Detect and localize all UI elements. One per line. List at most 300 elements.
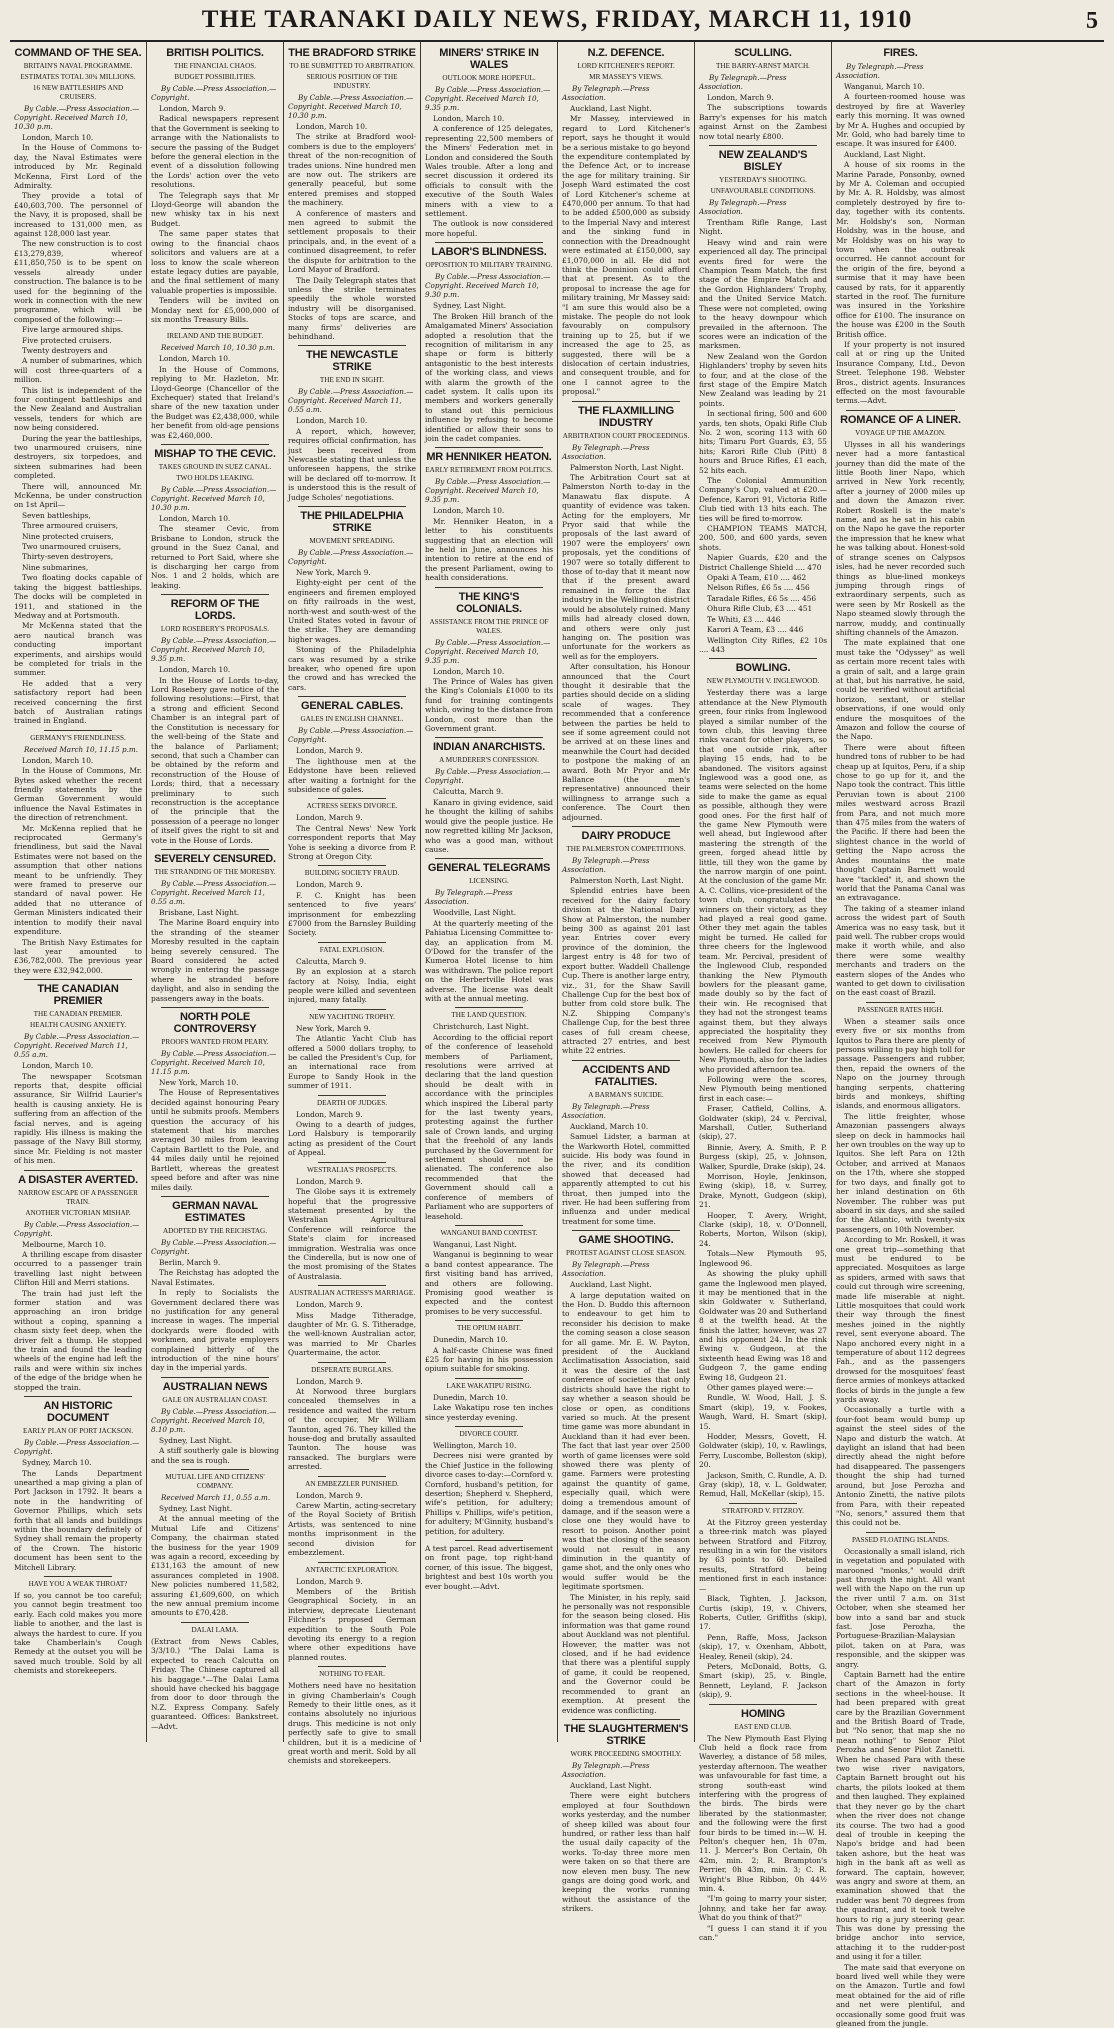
- article: [562, 47, 690, 397]
- article-paragraph: Berlin, March 9.: [159, 1257, 221, 1267]
- article-byline: By Cable.—Press Association.—Copyright. Received March 10, 9.30 p.m.: [425, 272, 551, 300]
- rule-divider: [44, 1576, 112, 1577]
- rule-divider: [161, 1196, 269, 1197]
- article-subhead: ASSISTANCE FROM THE PRINCE OF WALES.: [429, 617, 549, 635]
- article-headline: THE SLAUGHTERMEN'S STRIKE: [563, 1722, 689, 1747]
- article-paragraph: London, March 9.: [296, 1109, 363, 1119]
- rule-divider: [161, 1007, 269, 1008]
- article-paragraph: This list is independent of the four contingent battleships and the New Zealand and Australian vessels, tenders for which are now being considered.: [14, 385, 142, 433]
- article-paragraph: "I guess I can stand it if you can.": [699, 1923, 827, 1943]
- article-headline: DAIRY PRODUCE: [581, 830, 671, 843]
- article-paragraph: Auckland, Last Night.: [570, 1780, 652, 1790]
- rule-divider: [435, 242, 543, 243]
- article-byline: By Cable.—Press Association.—Copyright.: [14, 1219, 140, 1238]
- rule-divider: [181, 1622, 249, 1623]
- article-paragraph: Wellington, March 10.: [433, 1441, 517, 1450]
- article-paragraph: As showing the pluky uphill game the Inglewood men played, it may be mentioned that in the skin Goldwater v. Sutherland, Goldwater was 20 and Sutherland 8 at the twelfth head. At the finish the latter, however, was 27 and his opponent 24. In the rink Ewing v. Gudgeon, at the sixteenth head Ewing was 18 and Gudgeon 7, the game ending Ewing 18, Gudgeon 21.: [699, 1269, 828, 1382]
- article: [151, 328, 279, 440]
- article-paragraph: A report, which, however, requires official confirmation, has just been received from Newcastle stating that unless the unforeseen happens, the strike will be declared off to-morrow. It is understood this is the result of Judge Scholes' negotiations.: [288, 426, 416, 502]
- article-paragraph: If your property is not insured call at or ring up the United Insurance Company, Ltd., Devon Street. Telephone 198. Webster Bros., district agents. Insurances effected on the most favourable terms.—Advt.: [836, 339, 965, 406]
- article-paragraph: New York, March 9.: [296, 568, 371, 577]
- article-subhead: BUILDING SOCIETY FRAUD.: [304, 869, 400, 878]
- column: [421, 42, 558, 1742]
- article-paragraph: Sydney, Last Night.: [159, 1504, 233, 1513]
- article-paragraph: Mr. McKenna replied that he reciprocated Germany's friendliness, but said the Naval Estimates were not based on the assumption that other nations meant to be unfriendly. They were framed to preserve our standard of naval power. He added that no utterance of German Ministers indicated their intention to modify their naval expenditure.: [14, 823, 142, 937]
- article-paragraph: Auckland, March 10.: [570, 1121, 649, 1131]
- article-subhead: MOVEMENT SPREADING.: [309, 537, 395, 545]
- article-subhead: NOTHING TO FEAR.: [319, 1670, 385, 1679]
- article-headline: THE BRADFORD STRIKE: [288, 47, 416, 59]
- article: [836, 1532, 965, 2028]
- article-subhead: MR MASSEY'S VIEWS.: [589, 73, 663, 81]
- article-paragraph: Fraser, Catfield, Collins, A. Goldwater (skip), 24 v. Percival, Marshall, Cutler, Sutherland (skip), 27.: [699, 1104, 827, 1142]
- article-subhead: THE OPIUM HABIT.: [457, 1324, 521, 1333]
- article: [425, 858, 553, 1003]
- rule-divider: [318, 942, 386, 943]
- article-subhead: ANOTHER VICTORIAN MISHAP.: [25, 1208, 131, 1217]
- article: [425, 587, 553, 734]
- article-paragraph: Seven battleships,: [22, 510, 91, 520]
- article-paragraph: The newspaper Scotsman reports that, despite official assurance, Sir Wilfrid Laurier's health is causing anxiety. He is suffering from an affection of the facial nerves, and is ageing rapidly. His illness is making the passage of the Navy Bill stormy, since Mr. Fielding is not master of his men.: [14, 1071, 142, 1166]
- column: [284, 42, 421, 1766]
- article-paragraph: The strike at Bradford wool-combers is due to the employers' threat of the non-recognition of trades unions. Nine hundred men are now out. The strikers are generally peaceful, but some entered premises and stopped the machinery.: [288, 132, 416, 208]
- article: [425, 1225, 553, 1316]
- article-paragraph: Yesterday there was a large attendance at the New Plymouth green, four rinks from Inglewood played a similar number of the town club, this leaving three rinks vacant for other players, so that one outside rink, after playing 15 ends, had to be abandoned. The visitors against Inglewood was a good one, as teams were selected on the home side to make the game as equal as possible, although they were good ones. For the first half of the game New Plymouth were well ahead, but Inglewood after mastering the strength of the green, forged ahead little by little, till they won the game by the narrow margin of one point. At the conclusion of the game Mr. A. C. Collins, vice-president of the town club, congratulated the winners on their victory, as they had played a real good game. Other they met again the tables might be turned. He called for three cheers for the Inglewood team. Mr. Percival, president of the Inglewood Club, responded thanking the New Plymouth bowlers for the pleasant game, made doubly so by the fact of their win. He recognised that they had not the strongest teams against them, but they always appreciated the hospitality they received from New Plymouth bowlers. He called for cheers for New Plymouth, also for the ladies who provided afternoon tea.: [699, 688, 827, 1074]
- article: [288, 345, 416, 502]
- article-paragraph: Two floating docks capable of taking the biggest battleships. The docks will be completed in 1911, and stationed in the Medway and at Portsmouth.: [14, 573, 142, 620]
- article-paragraph: Melbourne, March 10.: [22, 1239, 107, 1249]
- article-subhead: NARROW ESCAPE OF A PASSENGER TRAIN.: [18, 1188, 138, 1206]
- article-paragraph: Hodder, Messrs, Govett, H. Goldwater (skip), 10, v. Rawlings, Ferry, Luscombe, Bolleston (skip), 20.: [699, 1432, 827, 1470]
- article-paragraph: Five large armoured ships.: [22, 325, 124, 335]
- article-paragraph: Jackson, Smith, C. Rundle, A. D. Gray (skip), 18, v. L. Goldwater, Remud, Hall, McKellar (skip), 15.: [699, 1470, 827, 1499]
- article: [699, 658, 827, 1499]
- article-paragraph: Sydney, Last Night.: [433, 301, 507, 311]
- article-subhead: FATAL EXPLOSION.: [319, 945, 385, 954]
- article-subhead: EARLY PLAN OF PORT JACKSON.: [22, 1427, 134, 1436]
- article-paragraph: Miss Madge Titheradge, daughter of Mr. G. S. Titheradge, the well-known Australian actor, was married to Mr Charles Quartermaine, the actor.: [288, 1310, 416, 1358]
- article-paragraph: Lake Wakatipu rose ten inches since yesterday evening.: [425, 1403, 553, 1422]
- article-paragraph: Stoning of the Philadelphia cars was resumed by a strike breaker, who opened fire upon the crowd and has wrecked the cars.: [288, 645, 416, 692]
- article-paragraph: London, March 10.: [433, 666, 505, 676]
- article-headline: MINERS' STRIKE IN WALES: [439, 47, 539, 71]
- article-subhead: THE BARRY-ARNST MATCH.: [716, 62, 810, 70]
- article-byline: By Cable.—Press Association.—Copyright. Received March 11, 0.55 a.m.: [14, 1032, 140, 1060]
- article-paragraph: Penn, Raffe, Moss, Jackson (skip), 17, v. Oxenham, Abbott, Healey, Reneil (skip), 24.: [699, 1632, 827, 1661]
- article-headline: A DISASTER AVERTED.: [18, 1173, 138, 1186]
- rule-divider: [709, 145, 817, 146]
- article-paragraph: The Arbitration Court sat at Palmerston North to-day in the Manawatu flax dispute. A quantity of evidence was taken. Acting for the employers, Mr Pryor said that while the proposals of the last award of 1907 were the employers' own proposals, yet the conditions of 1907 were so totally different to those of to-day that it meant now that if the present award remained in force the flax industry in the Wellington district would be absolutely ruined. Many mills had already closed down, and others were only just hanging on. The position was unfortunate for the workers as well as for the employers.: [562, 473, 690, 661]
- article-paragraph: A number of submarines, which will cost three-quarters of a million.: [14, 356, 142, 385]
- article-subhead: TO BE SUBMITTED TO ARBITRATION.: [289, 62, 415, 70]
- article-headline: GERMAN NAVAL ESTIMATES: [172, 1199, 258, 1224]
- article: [14, 47, 142, 726]
- article-byline: By Telegraph.—Press Association.: [562, 1760, 650, 1779]
- rule-divider: [455, 1378, 523, 1379]
- article: [562, 1719, 690, 1914]
- article-paragraph: New York, March 9.: [296, 1023, 371, 1033]
- article-paragraph: Three armoured cruisers,: [22, 521, 119, 531]
- article-headline: AN HISTORIC DOCUMENT: [43, 1400, 113, 1425]
- article-subhead: LAKE WAKATIPU RISING.: [446, 1381, 532, 1390]
- article-paragraph: The Lands Department unearthed a map giving a plan of Port Jackson in 1792. It bears a note in the handwriting of Governor Phillips, which sets forth that all lands and buildings within the boundary definitely of Sydney shall remain the property of the Crown. The historic document has been sent to the Mitchell Library.: [14, 1468, 142, 1572]
- article-paragraph: Palmerston North, Last Night.: [570, 462, 684, 472]
- article-headline: SEVERELY CENSURED.: [154, 852, 276, 865]
- article-byline: By Cable.—Press Association.—Copyright. Received March 11, 0.55 a.m.: [288, 387, 414, 415]
- article-paragraph: Splendid entries have been received for the dairy factory division at the National Dairy Show at Palmerston, the number being 300 as against 201 last year. Entries cover every province of the dominion, the largest entry is 48 for two of export butter. Waddell Challenge Cup. There is another large entry, viz., 31, for the Shaw Savill Challenge Cup for the best box of butter from cold store bulk. The N.Z. Shipping Company's Challenge Cup, for the best three cases of full cream cheese, attracted 27 entries, and best white 22 entries.: [562, 886, 690, 1056]
- rule-divider: [318, 1095, 386, 1096]
- article-paragraph: Carew Martin, acting-secretary of the Royal Society of British Artists, was sentenced to nine months imprisonment in the second division for embezzlement.: [288, 1501, 416, 1558]
- article-paragraph: Twenty destroyers and: [22, 345, 108, 355]
- article: [151, 444, 279, 590]
- article: [699, 1704, 827, 1943]
- article-paragraph: CHAMPION TEAMS MATCH, 200, 500, and 600 yards, seven shots.: [699, 524, 827, 552]
- article-paragraph: Morrison, Hoyle, Jenkinson, Ewing (skip), 18, v. Surrey, Drake, Mynott, Gudgeon (skip), 21.: [699, 1172, 827, 1210]
- article: [288, 865, 416, 937]
- rule-divider: [866, 1002, 935, 1003]
- article: [562, 1230, 690, 1715]
- article-paragraph: At the quarterly meeting of the Pahiatua Licensing Committee to-day, an application from M. O'Dowd for the transfer of the Kumeroa Hotel license to him was withdrawn. The police report on the Herbertville Hotel was adverse. The license was dealt with at the annual meeting.: [425, 918, 553, 1003]
- article-subhead: TWO HOLDS LEAKING.: [176, 474, 254, 482]
- article: [425, 447, 553, 582]
- article: [151, 1007, 279, 1192]
- article-paragraph: A conference of 125 delegates, representing 22,500 members of the Miners' Federation met in London and considered the South Wales trouble. After a long and secret discussion it ordered its officials to consult with the executive of the South Wales miners with a view to a settlement.: [425, 124, 553, 219]
- article-subhead: SERIOUS POSITION OF THE INDUSTRY.: [306, 73, 398, 90]
- article-headline: N.Z. DEFENCE.: [587, 47, 665, 59]
- article-paragraph: Calcutta, March 9.: [296, 956, 367, 966]
- article-paragraph: Thirty-seven destroyers,: [22, 552, 114, 562]
- article-subhead: NEW YACHTING TROPHY.: [309, 1012, 395, 1021]
- article-subhead: WANGANUI BAND CONTEST.: [440, 1228, 538, 1237]
- article-paragraph: In the House of Commons to-day, the Naval Estimates were introduced by Mr. Reginald McKenna, First Lord of the Admiralty.: [14, 143, 142, 191]
- article-paragraph: Palmerston North, Last Night.: [570, 876, 684, 886]
- article: [151, 1469, 279, 1618]
- article-paragraph: Two unarmoured cruisers,: [22, 542, 122, 552]
- article-paragraph: Dunedin, March 10.: [433, 1392, 508, 1402]
- rule-divider: [318, 798, 386, 799]
- article: [288, 1476, 416, 1558]
- article: [288, 1009, 416, 1091]
- article: [288, 1162, 416, 1281]
- article: [425, 242, 553, 443]
- article-subhead: GERMANY'S FRIENDLINESS.: [30, 733, 126, 742]
- article: [836, 1002, 965, 1528]
- rule-divider: [161, 1377, 269, 1378]
- article-subhead: YESTERDAY'S SHOOTING.: [719, 176, 807, 185]
- article-subhead: PROOFS WANTED FROM PEARY.: [161, 1038, 269, 1047]
- article-paragraph: Members of the British Geographical Society, in an interview, deprecate Lieutenant Filchner's proposed German expedition to the South Pole devoting its energy to a region where other expeditions have planned routes.: [288, 1586, 416, 1662]
- article-paragraph: Christchurch, Last Night.: [433, 1022, 529, 1032]
- article-subhead: PASSED FLOATING ISLANDS.: [852, 1535, 949, 1544]
- article-paragraph: Mr McKenna stated that the aero nautical branch was conducting important experiments, and airships would be completed for trials in the summer.: [14, 621, 142, 678]
- page-number: 5: [1086, 8, 1098, 34]
- article-paragraph: When a steamer sails once every five or six months from Iquitos to Para there are plenty of persons willing to pay high toll for passage. Passengers and rubber, then, repaid the owners of the Napo on the journey through hanging serpents, chattering birds and monkeys, shifting islands, and enormous alligators.: [836, 1016, 966, 1111]
- article-paragraph: Kanaro in giving evidence, said he thought the killing of sahibs would give the people justice. He now regretted killing Mr Jackson, who was a good man, without cause.: [425, 797, 553, 854]
- article-paragraph: The Colonial Ammunition Company's Cup, valued at £20.—Defence, Karori 91, Victoria Rifle Club tied with 13 hits each. The ties will be fired to-morrow.: [699, 476, 827, 523]
- rule-divider: [318, 865, 386, 866]
- article-paragraph: Mr. Henniker Heaton, in a letter to his constituents suggesting that an election will be held in June, announces his intention to retire at the end of the present Parliament, owing to health considerations.: [425, 516, 553, 583]
- article-paragraph: There will, announced Mr. McKenna, be under construction on 1st April—: [14, 481, 142, 510]
- article-paragraph: In reply to Socialists the Government declared there was no justification for any general increase in wages. The imperial dockyards were flooded with workmen, and private employers complained bitterly of the introduction of the nine hours' day in the imperial yards.: [151, 1288, 279, 1373]
- rule-divider: [298, 345, 406, 346]
- article-paragraph: Nine protected cruisers,: [22, 531, 114, 541]
- article-paragraph: Karori A Team, £3 .... 446: [707, 625, 804, 635]
- article: [425, 1320, 553, 1374]
- article-paragraph: The little freighter, whose Amazonian passengers always sleep on deck in hammocks hail her own troubles on the way up to Iquitos. She left Para on 12th October, and arrived at Manaos on the 17th, where she stopped for two days, and finally got to her inland destination on 6th November. The rubber was put aboard in six days, and she sailed for the Atlantic, with twenty-six passengers, on 10th November.: [836, 1111, 965, 1234]
- article-paragraph: The new construction is to cost £13,279,839, whereof £11,850,750 is to be spent on vessels already under construction. The balance is to be used for the beginning of the work in connection with the new programme, which will be composed of the following:—: [14, 239, 142, 324]
- article-paragraph: London, March 9.: [296, 813, 363, 823]
- column: [695, 42, 832, 1943]
- article-paragraph: Opaki A Team, £10 .... 462: [707, 573, 807, 583]
- article-byline: By Cable.—Press Association.—Copyright.: [151, 84, 277, 102]
- article: [425, 1378, 553, 1422]
- article-paragraph: Mothers need have no hesitation in giving Chamberlain's Cough Remedy to their little ones, as it contains absolutely no injurious drugs. This medicine is not only perfectly safe to give to small children, but it is a medicine of great worth and merit. Sold by all chemists and storekeepers.: [288, 1681, 416, 1766]
- article-paragraph: In the House of Lords to-day, Lord Rosebery gave notice of the following resolutions:—First, that a strong and efficient Second Chamber is an integral part of the Constitution is necessary for the well-being of the State and the balance of Parliament; second, that such a Chamber can be obtained by the reform and reconstruction of the House of Lords; third, that a necessary preliminary to such reconstruction is the acceptance of the principle that the possession of a peerage no longer of itself gives the right to sit and vote in the House of Lords.: [151, 675, 279, 845]
- article-paragraph: London, March 9.: [296, 1490, 363, 1500]
- article-paragraph: Taradale Rifles, £6 5s .... 456: [707, 593, 817, 603]
- article-byline: By Cable.—Press Association.—Copyright. Received March 10, 9.35 p.m.: [425, 477, 551, 505]
- article-paragraph: Captain Barnett had the entire chart of the Amazon in forty sections in the wheel-house. It had been prepared with great care by the Brazilian Government and the British Board of Trade, but "No senor, that map she no mean nothing" to Senor Pilot Perozha and Senor Pilot Zanetti. When he chased Para with these two wise river navigators, Captain Barnett brought out his charts, the pilots looked at them and then laughed. They explained that they never go by the chart when the river does not change its course. The two had a good deal of trouble in keeping the Napo's bridge and had been taken ashore, but the heat was high in the bank aft as well as forward. The captain, however, was angry and swore at them, an examination showed that the rudder was bent 70 degrees from the quadrant, and it took twelve hours to rig a jury steering gear. This was done by pressing the bridge anchor into service, attaching it to the rudder-post and using it for a tiller.: [836, 1670, 965, 1962]
- article-paragraph: At the Fitzroy green yesterday a three-rink match was played between Stratford and Fitzroy, resulting in a win for the visitors by 63 points to 60. Detailed results, Stratford being mentioned first in each instance:—: [699, 1517, 827, 1593]
- article-byline: By Telegraph.—Press Association.: [425, 888, 513, 907]
- article-subhead: THE LAND QUESTION.: [451, 1011, 527, 1020]
- article-paragraph: Rundle, W. Wood, Hall, J. S. Smart (skip), 19, v. Fookes, Waugh, Ward, H. Smart (skip), 15.: [699, 1393, 827, 1431]
- article-subhead: EARLY RETIREMENT FROM POLITICS.: [425, 466, 553, 475]
- rule-divider: [455, 1225, 523, 1226]
- rule-divider: [435, 737, 543, 738]
- article-byline: By Cable.—Press Association.—Copyright. Received March 10, 10.30 p.m.: [288, 93, 414, 120]
- article-paragraph: New Zealand won the Gordon Highlanders' trophy by seven hits to four, and at the close of the first stage of the Empire Match New Zealand was leading by 21 points.: [699, 351, 827, 408]
- article-headline: GENERAL CABLES.: [301, 700, 403, 713]
- article-paragraph: London, March 10.: [159, 354, 231, 364]
- article-paragraph: The Atlantic Yacht Club has offered a 5000 dollars trophy, to be called the President's Cup, for an international race from Europe to Sandy Hook in the summer of 1911.: [288, 1034, 416, 1091]
- article-paragraph: Auckland, Last Night.: [844, 149, 926, 159]
- article-headline: REFORM OF THE LORDS.: [170, 598, 260, 623]
- advertisement: [288, 1666, 416, 1766]
- article-paragraph: Samuel Lidster, a barman at the Warkworth Hotel, committed suicide. His body was found in the river, and its condition showed that deceased had apparently attempted to cut his throat, then jumped into the river. He had been suffering from influenza and under medical treatment for some time.: [562, 1132, 690, 1226]
- article-subhead: DEARTH OF JUDGES.: [316, 1098, 388, 1107]
- rule-divider: [44, 730, 112, 731]
- rule-divider: [572, 1230, 680, 1231]
- article-paragraph: The Prince of Wales has given the King's Colonials £1000 to its fund for training contingents which, owing to the distance from London, cost more than the Government grant.: [425, 677, 553, 734]
- article: [14, 979, 142, 1165]
- article-paragraph: Auckland, Last Night.: [570, 1280, 652, 1290]
- article: [14, 730, 142, 975]
- article-subhead: PASSENGER RATES HIGH.: [857, 1005, 944, 1014]
- article-headline: BRITISH POLITICS.: [166, 47, 264, 59]
- article-paragraph: The Reichstag has adopted the Naval Estimates.: [151, 1268, 279, 1287]
- article-paragraph: Eighty-eight per cent of the engineers and firemen employed on fifty railroads in the west, north-west and south-west of the United States voted in favour of the strike. They are demanding higher wages.: [288, 578, 416, 644]
- rule-divider: [181, 328, 249, 329]
- article-paragraph: The British Navy Estimates for last year amounted to £36,782,000. The previous year they were £32,942,000.: [14, 937, 142, 975]
- article-paragraph: A conference of masters and men agreed to submit the settlement proposals to their principals, and, in the event of a continued disagreement, to refer the dispute for arbitration to the Lord Mayor of Bradford.: [288, 208, 416, 275]
- article-paragraph: The Broken Hill branch of the Amalgamated Miners' Association adopted a resolution that the recognition of militarism in any shape or form is bitterly antagonistic to the best interests of the working class, and views with alarm the growth of the cadet system. It calls upon its members and workers generally to stand out this pernicious influence by refusing to become identified or allow their sons to join the cadet companies.: [425, 311, 553, 443]
- rule-divider: [24, 1396, 132, 1397]
- rule-divider: [435, 858, 543, 859]
- article-paragraph: According to Mr. Roskell, it was one great trip—something that must be endured to be appreciated. Mosquitoes as large as spiders, armed with saws that could cut through wire screening, made life miserable at night. Little mosquitoes that could work their way through the finest meshes joined in the nightly revel, sent everyone aboard. The Napo anchored every night in a temperature of about 112 degrees Fah., and as the passengers drowsed for the mosquitoes' feast fierce armies of monkeys attacked flocks of birds in the jungle a few yards away.: [836, 1235, 965, 1405]
- rule-divider: [161, 849, 269, 850]
- article-paragraph: London, March 9.: [707, 93, 774, 102]
- rule-divider: [572, 1060, 680, 1061]
- rule-divider: [435, 447, 543, 448]
- article-paragraph: The mate explained that one must take the "Odyssey" as well as certain more recent tales with a grain of salt, and a large grain at that, but his narrative, he said, could be verified without artificial horizon, sextant, or stellar observations, if one would only endure the mosquitoes of the Amazon and follow the course of the Napo.: [836, 638, 965, 742]
- rule-divider: [298, 696, 406, 697]
- rule-divider: [318, 1162, 386, 1163]
- rule-divider: [318, 1476, 386, 1477]
- columns-container: [10, 42, 1104, 2028]
- article-paragraph: London, March 9.: [296, 1576, 363, 1586]
- article-subhead: A BARMAN'S SUICIDE.: [588, 1090, 664, 1099]
- article-subhead: HAVE YOU A WEAK THROAT?: [28, 1579, 128, 1588]
- article-paragraph: A half-caste Chinese was fined £25 for having in his possession opium suitable for smoking.: [425, 1345, 553, 1374]
- article-subhead: HEALTH CAUSING ANXIETY.: [29, 1021, 127, 1030]
- article-paragraph: New York, March 10.: [159, 1078, 239, 1088]
- article: [14, 1396, 142, 1572]
- rule-divider: [318, 1666, 386, 1667]
- article-subhead: THE FINANCIAL CHAOS.: [173, 62, 257, 70]
- article-byline: By Cable.—Press Association.—Copyright.: [151, 1237, 277, 1256]
- article-paragraph: According to the official report of the conference of leasehold members of Parliament, resolutions were arrived at declaring that the land question should be dealt with in accordance with the principles which inspired the Liberal party for the last twenty years, protesting against the further sale of Crown lands, and urging that the freehold of any lands purchased by the Government for settlement should not be alienated. The conference also recommended that the Government should call a conference of members of Parliament who are supporters of leasehold.: [425, 1032, 553, 1221]
- article-paragraph: Calcutta, March 9.: [433, 787, 504, 797]
- rule-divider: [455, 1320, 523, 1321]
- article-subhead: LORD KITCHENER'S REPORT.: [577, 62, 675, 70]
- article: [288, 696, 416, 794]
- article-paragraph: London, March 9.: [296, 1176, 363, 1186]
- article: [151, 1196, 279, 1373]
- advertisement: [14, 1576, 142, 1676]
- article-paragraph: Following were the scores, New Plymouth being mentioned first in each case:—: [699, 1074, 827, 1103]
- article-headline: ACCIDENTS AND FATALITIES.: [581, 1063, 671, 1088]
- article-headline: GAME SHOOTING.: [578, 1234, 674, 1247]
- article: [699, 145, 827, 654]
- article: [562, 1060, 690, 1226]
- article-paragraph: Woodville, Last Night.: [433, 908, 517, 918]
- article-paragraph: A thrilling escape from disaster occurred to a passenger train travelling last night between Clifton Hill and Merri stations.: [14, 1250, 142, 1288]
- article-subhead: BRITAIN'S NAVAL PROGRAMME.: [23, 62, 133, 70]
- rule-divider: [455, 1540, 523, 1541]
- article-byline: By Cable.—Press Association.—Copyright.: [14, 1438, 140, 1457]
- article-headline: ROMANCE OF A LINER.: [840, 413, 961, 426]
- article-paragraph: Wanganui, March 10.: [844, 82, 925, 91]
- article-paragraph: The subscriptions towards Barry's expenses for his match against Arnst on the Zambesi now total nearly £800.: [699, 103, 827, 141]
- article-paragraph: There were eight butchers employed at four Southdown works yesterday, and the number of sheep killed was about four hundred, or rather less than half the usual daily capacity of the works. To-day three more men were taken on so that there are now eleven men busy. The new gangs are doing good work, and keeping the works running without the assistance of the strikers.: [562, 1791, 690, 1914]
- article-paragraph: They provide a total of £40,603,700. The personnel of the Navy, it is proposed, shall be increased to 131,000 men, as against 128,000 last year.: [14, 191, 142, 239]
- column: [832, 42, 969, 2028]
- article: [288, 1285, 416, 1357]
- article: [288, 798, 416, 861]
- article-paragraph: The Marine Board enquiry into the stranding of the steamer Moresby resulted in the captain being severely censured. The Board considered he acted wrongly in entering the passage where he stranded before daylight, and also in sending the passengers away in the boats.: [151, 918, 279, 1003]
- column: [558, 42, 695, 1914]
- article-paragraph: The Telegraph says that Mr Lloyd-George will abandon the new whisky tax in his next Budget.: [151, 190, 279, 228]
- article-paragraph: At Norwood three burglars concealed themselves in a residence and waited the return of the occupier, Mr William Taunton, aged 76. They killed the house-dog and brutally assaulted Taunton. The house was ransacked. The burglars were arrested.: [288, 1387, 416, 1472]
- article-paragraph: The steamer Cevic, from Brisbane to London, struck the ground in the Suez Canal, and returned to Port Said, where she is discharging her cargo from Nos. 1 and 2 holds, which are leaking.: [151, 524, 279, 590]
- rule-divider: [318, 1009, 386, 1010]
- article-paragraph: In sectional firing, 500 and 600 yards, ten shots, Opaki Rifle Club No. 2 won, scoring 113 with 60 hits; Timaru Port Guards, £3, 55 hits; Karori Rifle Club (Pitt) 8 hours and Bruce Rifles, £1 each, 52 hits each.: [699, 409, 827, 475]
- article-paragraph: London, March 10.: [433, 506, 505, 516]
- article: [562, 401, 690, 822]
- article-subhead: THE CANADIAN PREMIER.: [33, 1010, 123, 1019]
- rule-divider: [572, 826, 680, 827]
- article-subhead: OPPOSITION TO MILITARY TRAINING.: [425, 261, 553, 270]
- article-paragraph: The New Plymouth East Flying Club held a flock race from Waverley, a distance of 58 miles, yesterday afternoon. The weather was unfavourable for fast time, a strong south-east wind interfering with the progress of the birds. The birds were liberated by the stationmaster, and the following were the first four birds to be timed in:—W. H. Pelton's chequer hen, 1h 07m, 11. J. Mercer's Bon Certain, 0h 42m, min. 2; R. Brampton's Perrier, 0h 43m, min. 3; C. R. Wright's Blue Ribbon, 0h 44½ min. 4.: [699, 1733, 827, 1894]
- article-headline: INDIAN ANARCHISTS.: [432, 741, 546, 754]
- article-headline: MISHAP TO THE CEVIC.: [154, 448, 276, 460]
- article: [151, 594, 279, 845]
- article: [425, 737, 553, 854]
- article-paragraph: F. C. Knight has been sentenced to five years' imprisonment for embezzling £7000 from the Barnsley Building Society.: [288, 890, 416, 938]
- rule-divider: [161, 594, 269, 595]
- article-headline: THE KING'S COLONIALS.: [456, 590, 522, 615]
- article-byline: By Cable.—Press Association.—Copyright. Received March 10, 11.15 p.m.: [151, 1049, 277, 1077]
- article-paragraph: London, March 10.: [296, 122, 368, 131]
- article-paragraph: Five protected cruisers.: [22, 335, 112, 345]
- column: [147, 42, 284, 1742]
- article: [425, 1426, 553, 1536]
- rule-divider: [846, 410, 955, 411]
- article-paragraph: Auckland, Last Night.: [570, 104, 652, 113]
- article-paragraph: The outlook is now considered more hopeful.: [425, 219, 553, 238]
- article-byline: By Cable.—Press Association.—Copyright.: [288, 548, 414, 566]
- article-paragraph: Ohura Rifle Club, £3 .... 451: [707, 604, 813, 614]
- article-paragraph: "I'm going to marry your sister, Johnny, and take her far away. What do you think of that?": [699, 1894, 827, 1923]
- rule-divider: [298, 506, 406, 507]
- article-byline: By Cable.—Press Association.—Copyright. Received March 10, 9.35 p.m.: [151, 636, 277, 664]
- advertisement: [425, 1540, 553, 1591]
- article-paragraph: Wellington City Rifles, £2 10s .... 443: [699, 635, 827, 654]
- article-byline: By Telegraph.—Press Association.: [562, 84, 650, 102]
- article-paragraph: Radical newspapers represent that the Government is seeking to arrange with the Nationalists to secure the passing of the Budget before the general election in the event of a dissolution following the Lords' action over the veto resolutions.: [151, 114, 279, 190]
- article-subhead: WESTRALIA'S PROSPECTS.: [307, 1165, 397, 1174]
- article-paragraph: London, March 9.: [296, 1300, 363, 1310]
- article-subhead: GALES IN ENGLISH CHANNEL.: [300, 715, 404, 724]
- article-paragraph: Occasionally a turtle with a four-foot beam would bump up against the steel sides of the Napo and disturb the watch. At daylight an island that had been directly ahead the night before had disappeared. The passengers thought the ship had turned around, but Jose Perozha and Antonio Zinetti, the native pilots from Para, with their repeated "No, senors," assured them that this could not be.: [836, 1405, 965, 1528]
- article-paragraph: Occasionally a small island, rich in vegetation and populated with marooned "monks," would drift past through the night. All want well with the Napo on the run up the river until 7 a.m. on 31st October, when she steamed her bow into a sand bar and stuck fast. Jose Perozha, the Portuguese-Brazilian-Malaysian pilot, taken on at Para, was responsible, and the skipper was angry.: [836, 1546, 965, 1669]
- article-paragraph: Nelson Rifles, £6 5s .... 456: [707, 583, 810, 593]
- article-paragraph: A fourteen-roomed house was destroyed by fire at Waverley early this morning. It was owned by Mr A. Hughes and occupied by Mr. Gold, who had barely time to escape. It was insured for £400.: [836, 92, 965, 149]
- article: [562, 826, 690, 1056]
- article-paragraph: The lighthouse men at the Eddystone have been relieved after waiting a fortnight for the subsidence of gales.: [288, 756, 416, 794]
- article-subhead: ARBITRATION COURT PROCEEDINGS.: [562, 431, 690, 440]
- article-paragraph: By an explosion at a starch factory at Noisy, India, eight people were killed and seventeen injured, many fatally.: [288, 967, 416, 1005]
- rule-divider: [435, 587, 543, 588]
- rule-divider: [455, 1007, 523, 1008]
- rule-divider: [572, 1719, 680, 1720]
- article-subhead: VOYAGE UP THE AMAZON.: [855, 428, 946, 437]
- article-paragraph: A test parcel. Read advertisement on front page, top right-hand corner, of this issue. The biggest, brightest and best 10s worth you ever bought.—Advt.: [425, 1544, 553, 1591]
- article-subhead: UNFAVOURABLE CONDITIONS.: [710, 187, 816, 196]
- article-paragraph: A house of six rooms in the Marine Parade, Ponsonby, owned by Mr A. Coleman and occupied by Mr. A. R. Holdsby, was almost completely destroyed by fire to-day, together with its contents. Mr. Holdsby's son, Norman Holdsby, was in the house, and Mr Holdsby was on his way to town when the outbreak occurred. He cannot account for the origin of the fire, beyond a surmise that it may have been caused by rats, for it apparently started in the roof. The furniture was insured in the Yorkshire office for £100. The insurance on the house was £200 in the South British office.: [836, 160, 965, 339]
- article-paragraph: Decrees nisi were granted by the Chief Justice in the following divorce cases to-day:—Cornford v. Cornford, husband's petition, for desertion; Shepherd v. Shepherd, wife's petition, for adultery; Phillips v. Phillips, wife's petition, for adultery; M'Ginnity, husband's petition, for adultery.: [425, 1451, 553, 1536]
- article-paragraph: Tenders will be invited on Monday next for £5,000,000 of six months Treasury Bills.: [151, 296, 279, 324]
- rule-divider: [181, 1469, 249, 1470]
- article-paragraph: He added that a very satisfactory report had been received concerning the first batch of Australian ratings trained in England.: [14, 678, 142, 726]
- rule-divider: [318, 1285, 386, 1286]
- article-subhead: WORK PROCEEDING SMOOTHLY.: [570, 1749, 682, 1758]
- rule-divider: [318, 1362, 386, 1363]
- article-headline: THE FLAXMILLING INDUSTRY: [578, 404, 674, 429]
- article-subhead: A MURDERER'S CONFESSION.: [439, 756, 539, 765]
- article-paragraph: Napier Guards, £20 and the District Challenge Shield .... 470: [699, 553, 827, 572]
- article-headline: THE NEWCASTLE STRIKE: [305, 349, 399, 374]
- article: [14, 1170, 142, 1393]
- article: [151, 47, 279, 324]
- article-subhead: ACTRESS SEEKS DIVORCE.: [306, 802, 398, 811]
- article-byline: By Telegraph.—Press Association.: [699, 198, 787, 217]
- article-byline: By Telegraph.—Press Association.: [562, 1101, 650, 1120]
- article: [425, 47, 553, 238]
- article-headline: AUSTRALIAN NEWS: [162, 1380, 268, 1393]
- article-paragraph: Heavy wind and rain were experienced all day. The principal events fired for were the Champion Team Match, the first stage of the Empire Match and the Gordon Highlanders' Trophy, and the United Service Match. These were not completed, owing to the heavy downpour which prevailed in the afternoon. The scores were an indication of the marksmen.: [699, 237, 827, 351]
